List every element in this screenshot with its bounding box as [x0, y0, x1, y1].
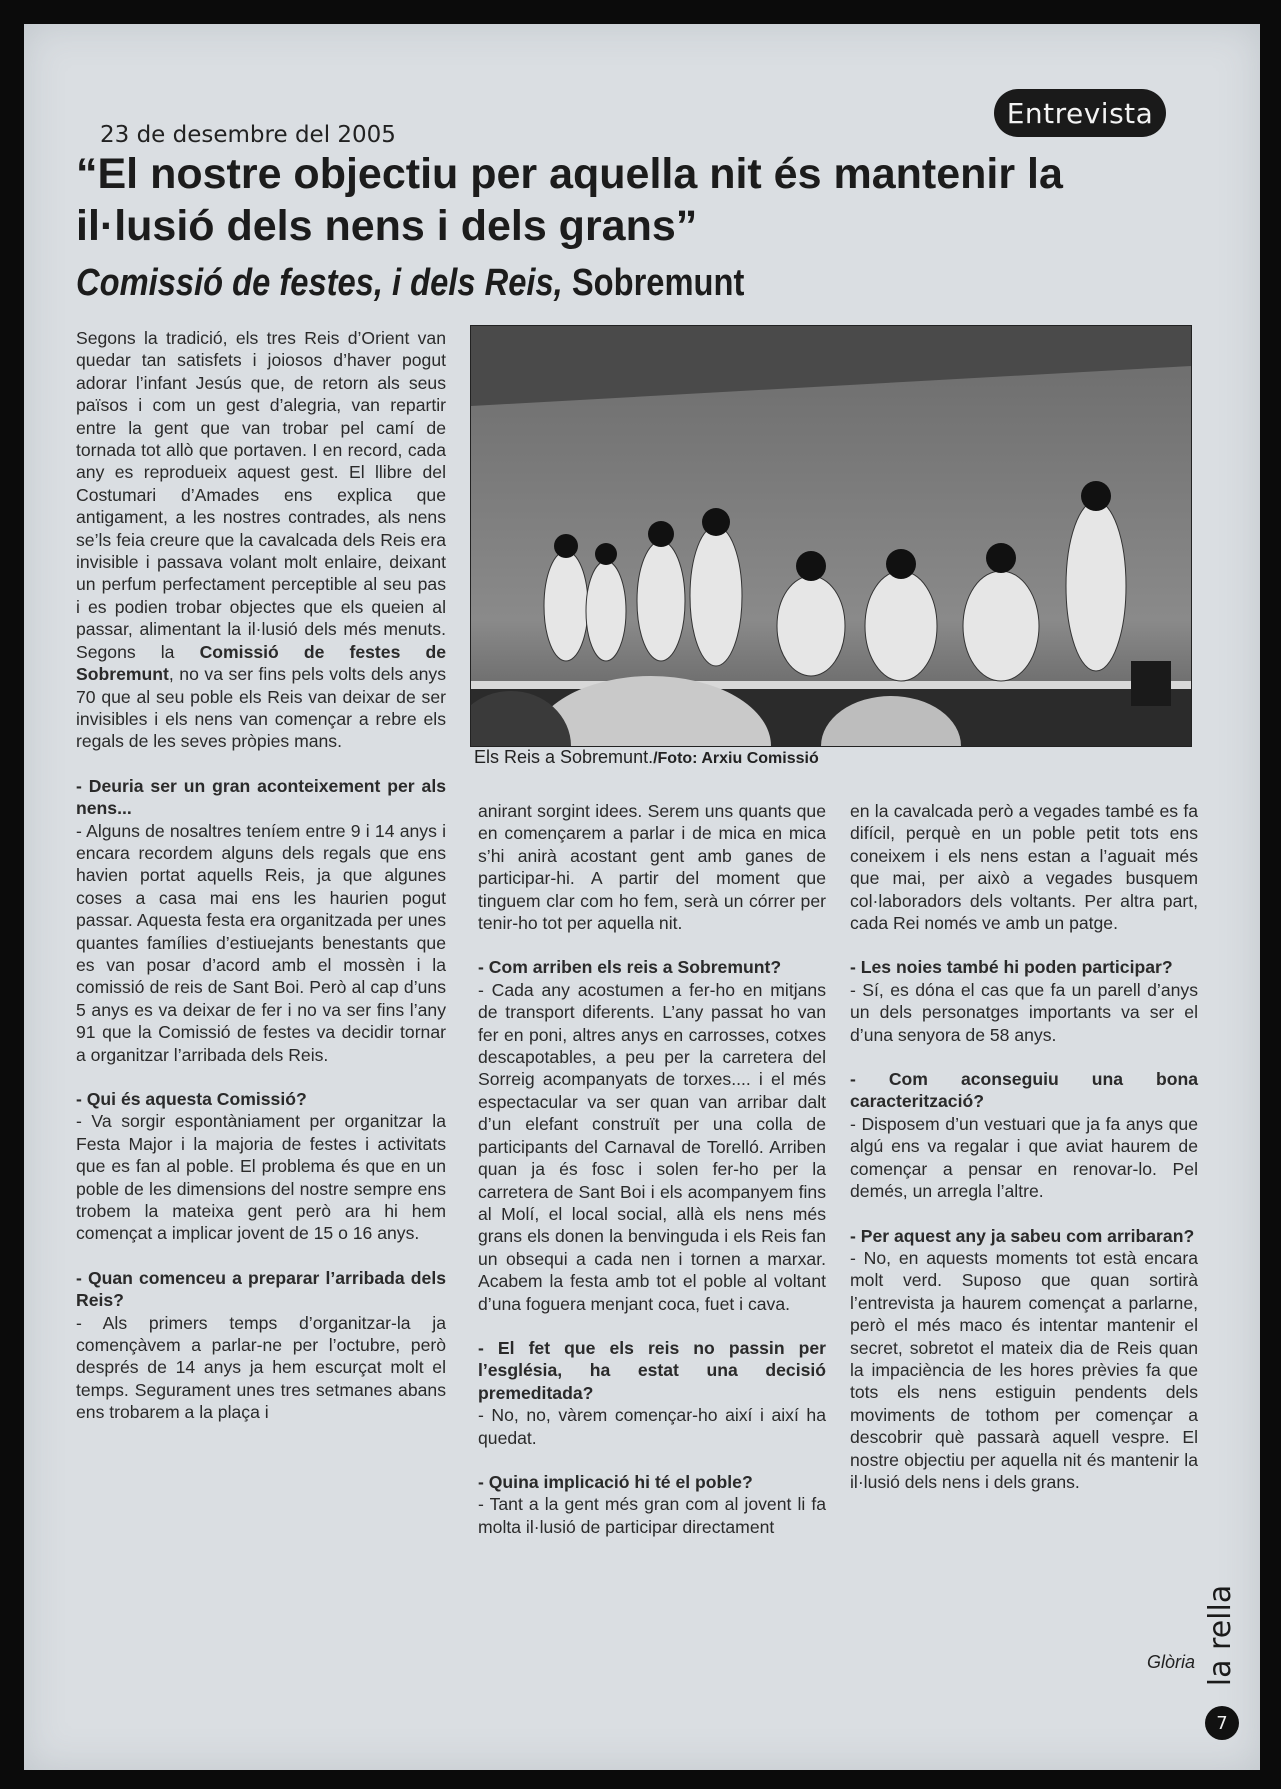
- photo-scene-image: [471, 326, 1191, 746]
- article-column-2: [478, 800, 826, 1560]
- article-column-3: [850, 800, 1198, 1515]
- question-3: - Quan comenceu a preparar l’arribada dels Reis?: [76, 1267, 446, 1311]
- subtitle-italic: Comissió de festes, i dels Reis,: [76, 262, 563, 304]
- photo-caption: [474, 747, 819, 768]
- intro-text-b: , no va ser fins pels volts dels anys 70 que al seu poble els Reis van deixar de ser invisibles i els nens van començar a rebre els regals de les seves pròpies mans.: [76, 664, 446, 752]
- question-7: - Les noies també hi poden participar?: [850, 957, 1173, 978]
- question-4: - Com arriben els reis a Sobremunt?: [478, 957, 782, 978]
- article-column-1: [76, 327, 446, 1446]
- subtitle-place: Sobremunt: [571, 262, 745, 304]
- answer-3-continuation: anirant sorgint idees. Serem uns quants que en començarem a parlar i de mica en mica s’hi anirà acostant gent amb ganes de participar-hi. A partir del moment que tinguem clar com ho fem, serà un córrer per tenir-ho tot per aquella nit.: [478, 801, 826, 934]
- answer-6-continuation: en la cavalcada però a vegades també es fa difícil, perquè en un poble petit tots ens coneixem i els nens estan a l’aguait més que mai, per això a vegades busquem col·laboradors dels voltants. Per altra part, cada Rei només ve amb un patge.: [850, 801, 1198, 934]
- question-6: - Quina implicació hi té el poble?: [478, 1471, 753, 1492]
- question-5: - El fet que els reis no passin per l’església, ha estat una decisió premeditada?: [478, 1337, 826, 1403]
- brand-text: la rella: [1203, 1584, 1239, 1686]
- question-2: - Qui és aquesta Comissió?: [76, 1089, 307, 1109]
- article-title: “El nostre objectiu per aquella nit és mantenir la il·lusió dels nens i dels grans”: [76, 150, 1063, 250]
- answer-4: - Cada any acostumen a fer-ho en mitjans de transport diferents. L’any passat ho van fer en poni, altres anys en carrosses, cotxes descapotables, a peu per la carretera del Sorreig acompanyats de torxes.... i el més espectacular va ser quan van arribar dalt d’un elefant construït per una colla de participants del Carnaval de Torelló. Arriben quan ja és fosc i solen fer-ho per la carretera de Sant Boi i els acompanyem fins al Molí, el local social, allà els nens més grans els donen la benvinguda i els Reis fan un obsequi a cada nen i tornen a marxar. Acabem la festa amb tot el poble al voltant d’una foguera menjant coca, fuet i cava.: [478, 979, 826, 1314]
- question-8: - Com aconseguiu una bona caracterització?: [850, 1069, 1198, 1112]
- section-badge: Entrevista: [994, 89, 1166, 137]
- author-signature: Glòria: [1146, 1652, 1195, 1672]
- answer-8: - Disposem d’un vestuari que ja fa anys que algú ens va regalar i que aviat haurem de començar a pensar en renovar-lo. Pel demés, un arregla l’altre.: [850, 1113, 1198, 1202]
- answer-7: - Sí, es dóna el cas que fa un parell d’anys un dels personatges importants va ser el d’una senyora de 58 anys.: [850, 979, 1198, 1045]
- answer-1: - Alguns de nosaltres teníem entre 9 i 14 anys i encara recordem alguns dels regals que ens havien portat aquells Reis, ja que algunes coses a casa mai ens les haurien pogut passar. Aquesta festa era organitzada per unes quantes famílies d’estiuejants benestants que es van posar d’acord amb el mossèn i la comissió de reis de Sant Boi. Però al cap d’uns 5 anys es va deixar de fer i no va ser fins l’any 91 que la Comissió de festes va decidir tornar a organitzar l’arribada dels Reis.: [76, 820, 446, 1065]
- question-1: - Deuria ser un gran aconteixement per als nens...: [76, 775, 446, 819]
- answer-3-part: - Als primers temps d’organitzar-la ja començàvem a parlar-ne per l’octubre, però després de 14 anys ja hem escurçat molt el temps. Segurament unes tres setmanes abans ens trobarem a la plaça i: [76, 1312, 446, 1423]
- page-number: 7: [1205, 1706, 1239, 1740]
- magazine-brand: [1201, 1584, 1241, 1686]
- article-subtitle: [76, 260, 850, 306]
- answer-9: - No, en aquests moments tot està encara molt verd. Suposo que quan sortirà l’entrevista ja haurem començat a parlarne, però el més maco és intentar mantenir el secret, sobretot el mateix dia de Reis quan la impaciència de les hores prèvies fa que tots els nens estiguin pendents dels moviments de tothom per començar a descobrir què passarà aquell vespre. El nostre objectiu per aquella nit és mantenir la il·lusió dels nens i dels grans.: [850, 1247, 1198, 1492]
- intro-text-bold: Comissió de festes de Sobremunt: [76, 641, 446, 685]
- answer-5: - No, no, vàrem començar-ho així i així ha quedat.: [478, 1405, 826, 1448]
- article-photo: [470, 325, 1192, 747]
- photo-credit: /Foto: Arxiu Comissió: [653, 750, 819, 767]
- answer-6-part: - Tant a la gent més gran com al jovent li fa molta il·lusió de participar directament: [478, 1494, 826, 1537]
- answer-2: - Va sorgir espontàniament per organitzar la Festa Major i la majoria de festes i activitats que es fan al poble. El problema és que en un poble de les dimensions del nostre sempre ens trobem la mateixa gent però ara hi hem començat a implicar jovent de 15 o 16 anys.: [76, 1111, 446, 1244]
- question-9: - Per aquest any ja sabeu com arribaran?: [850, 1225, 1195, 1246]
- intro-paragraph: [76, 327, 446, 753]
- intro-text-a: Segons la tradició, els tres Reis d’Orient van quedar tan satisfets i joiosos d’haver pogut adorar l’infant Jesús que, de retorn als seus països i com un gest d’alegria, van repartir entre la gent que van trobar pel camí de tornada tot allò que portaven. I en record, cada any es reprodueix aquest gest. El llibre del Costumari d’Amades ens explica que antigament, a les nostres contrades, als nens se’ls feia creure que la cavalcada dels Reis era invisible i passava volant molt enlaire, deixant un perfum perfectament perceptible al seu pas i es podien trobar objectes que els queien al passar, alimentant la il·lusió dels més menuts. Segons la: [76, 328, 446, 662]
- issue-date: 23 de desembre del 2005: [100, 122, 396, 148]
- caption-text: Els Reis a Sobremunt.: [474, 747, 654, 767]
